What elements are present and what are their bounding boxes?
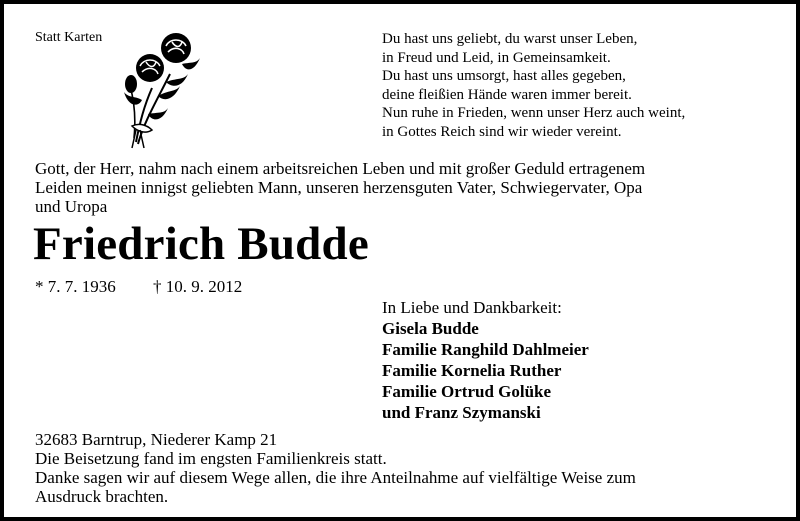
statt-karten-label: Statt Karten [35, 30, 103, 45]
mourners-intro: In Liebe und Dankbarkeit: [382, 298, 562, 317]
mourner-name: Familie Ranghild Dahlmeier [382, 340, 589, 359]
mourner-name: Familie Ortrud Golüke [382, 382, 552, 401]
mourner-name: Familie Kornelia Ruther [382, 361, 562, 380]
poem-line: deine fleißien Hände waren immer bereit. [382, 86, 632, 103]
intro-text [35, 159, 645, 216]
intro-line: Gott, der Herr, nahm nach einem arbeitsreichen Leben und mit großer Geduld ertragenem [35, 159, 646, 178]
footer-line: Ausdruck brachten. [35, 487, 169, 506]
mourner-name: Gisela Budde [382, 319, 479, 338]
poem [382, 30, 685, 142]
mourner-name: und Franz Szymanski [382, 403, 541, 422]
footer-text [35, 430, 636, 506]
footer-line: Die Beisetzung fand im engsten Familienkreis statt. [35, 449, 387, 468]
roses-illustration-icon [122, 26, 202, 150]
address-line: 32683 Barntrup, Niederer Kamp 21 [35, 430, 278, 449]
poem-line: Nun ruhe in Frieden, wenn unser Herz auch weint, [382, 105, 686, 122]
intro-line: Leiden meinen innigst geliebten Mann, unseren herzensguten Vater, Schwiegervater, Opa [35, 178, 643, 197]
poem-line: Du hast uns umsorgt, hast alles gegeben, [382, 68, 626, 85]
footer-line: Danke sagen wir auf diesem Wege allen, die ihre Anteilnahme auf vielfältige Weise zum [35, 468, 636, 487]
poem-line: in Gottes Reich sind wir wieder vereint. [382, 123, 622, 140]
poem-line: in Freud und Leid, in Gemeinsamkeit. [382, 49, 611, 66]
deceased-name: Friedrich Budde [33, 218, 369, 270]
birth-date: * 7. 7. 1936 [35, 277, 116, 296]
poem-line: Du hast uns geliebt, du warst unser Leben, [382, 31, 638, 47]
intro-line: und Uropa [35, 197, 108, 216]
death-date: † 10. 9. 2012 [153, 277, 243, 296]
mourners-block [382, 297, 589, 423]
